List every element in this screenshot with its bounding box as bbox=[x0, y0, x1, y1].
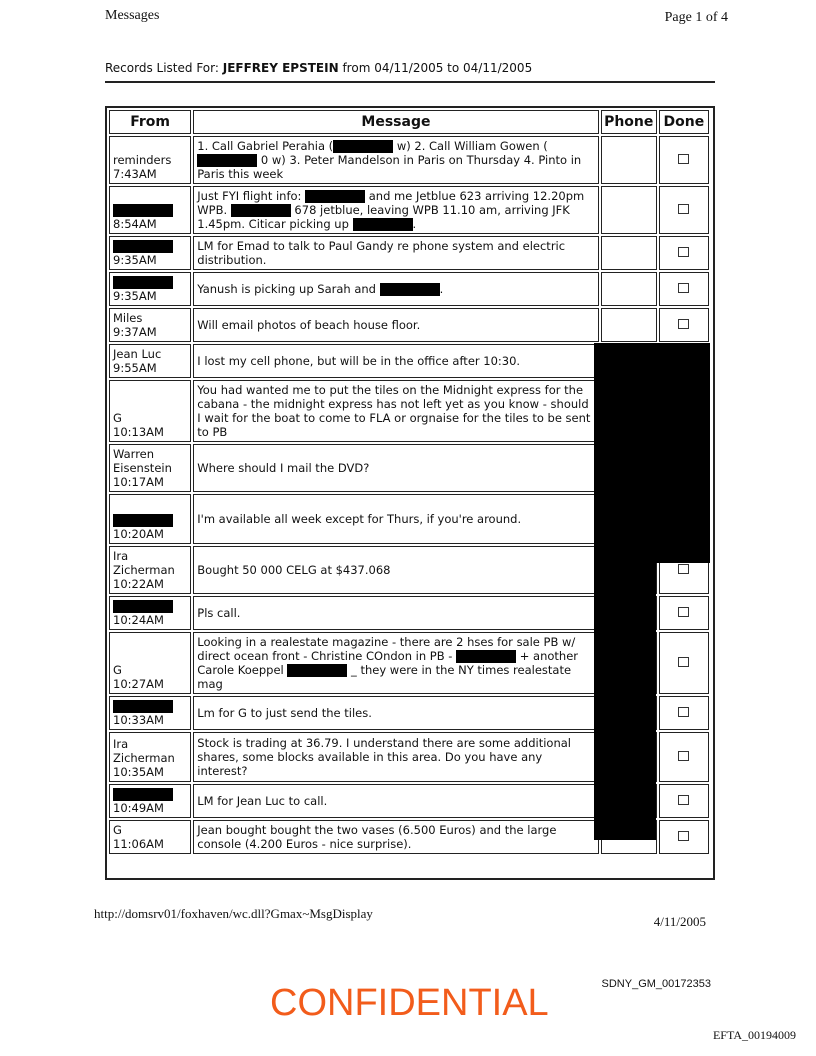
from-line: Ira bbox=[113, 737, 129, 751]
done-checkbox[interactable] bbox=[678, 204, 689, 214]
message-text: You had wanted me to put the tiles on the Midnight express for the cabana - the midnight express has not left yet as you know - should I wait for the boat to come to FLA or orgnaise for the tiles to be sent to PB bbox=[193, 380, 598, 442]
message-done bbox=[659, 308, 709, 342]
message-from bbox=[109, 136, 191, 184]
from-line: Eisenstein bbox=[113, 461, 172, 475]
from-line: 7:43AM bbox=[113, 167, 157, 181]
done-checkbox[interactable] bbox=[678, 247, 689, 257]
done-checkbox[interactable] bbox=[678, 564, 689, 574]
from-line: 9:35AM bbox=[113, 253, 157, 267]
message-text: LM for Jean Luc to call. bbox=[193, 784, 598, 818]
message-text: I lost my cell phone, but will be in the office after 10:30. bbox=[193, 344, 598, 378]
message-text: Bought 50 000 CELG at $437.068 bbox=[193, 546, 598, 594]
done-checkbox[interactable] bbox=[678, 283, 689, 293]
redaction-block bbox=[287, 664, 347, 677]
done-checkbox[interactable] bbox=[678, 657, 689, 667]
message-phone bbox=[601, 236, 657, 270]
from-line: 10:27AM bbox=[113, 677, 164, 691]
footer-date: 4/11/2005 bbox=[653, 914, 706, 929]
redaction-block bbox=[353, 218, 413, 231]
message-done bbox=[659, 632, 709, 694]
message-from bbox=[109, 784, 191, 818]
done-checkbox[interactable] bbox=[678, 831, 689, 841]
message-from bbox=[109, 820, 191, 854]
confidential-stamp: CONFIDENTIAL bbox=[270, 982, 549, 1024]
done-checkbox[interactable] bbox=[678, 751, 689, 761]
from-line bbox=[113, 699, 187, 713]
message-text: Will email photos of beach house floor. bbox=[193, 308, 598, 342]
table-row bbox=[109, 236, 709, 270]
message-from bbox=[109, 696, 191, 730]
records-heading bbox=[105, 61, 532, 75]
message-from bbox=[109, 444, 191, 492]
from-line: 11:06AM bbox=[113, 837, 164, 851]
done-checkbox[interactable] bbox=[678, 707, 689, 717]
from-line bbox=[113, 787, 187, 801]
table-row bbox=[109, 136, 709, 184]
message-text: Yanush is picking up Sarah and . bbox=[193, 272, 598, 306]
message-from bbox=[109, 308, 191, 342]
from-line: 10:35AM bbox=[113, 765, 164, 779]
message-from bbox=[109, 732, 191, 782]
from-line: 10:33AM bbox=[113, 713, 164, 727]
col-from: From bbox=[109, 110, 191, 134]
message-from bbox=[109, 596, 191, 630]
message-text: Stock is trading at 36.79. I understand there are some additional shares, some blocks available in this area. Do you have any interest? bbox=[193, 732, 598, 782]
from-line: 9:35AM bbox=[113, 289, 157, 303]
message-from bbox=[109, 236, 191, 270]
from-line: 10:49AM bbox=[113, 801, 164, 815]
redaction-block bbox=[113, 204, 173, 217]
from-line: 10:22AM bbox=[113, 577, 164, 591]
from-line: Ira bbox=[113, 549, 129, 563]
col-phone: Phone bbox=[601, 110, 657, 134]
table-row bbox=[109, 186, 709, 234]
header-rule bbox=[105, 81, 715, 83]
col-message: Message bbox=[193, 110, 598, 134]
message-text: Just FYI flight info: and me Jetblue 623 arriving 12.20pm WPB. 678 jetblue, leaving WPB 11.10 am, arriving JFK 1.45pm. Citicar picking up . bbox=[193, 186, 598, 234]
message-done bbox=[659, 136, 709, 184]
message-done bbox=[659, 596, 709, 630]
message-from bbox=[109, 380, 191, 442]
redaction-block bbox=[594, 563, 656, 840]
from-line: Zicherman bbox=[113, 751, 175, 765]
message-text: LM for Emad to talk to Paul Gandy re phone system and electric distribution. bbox=[193, 236, 598, 270]
from-line bbox=[113, 275, 187, 289]
redaction-block bbox=[113, 514, 173, 527]
from-line: G bbox=[113, 823, 122, 837]
redaction-block bbox=[113, 700, 173, 713]
from-line: reminders bbox=[113, 153, 172, 167]
from-line: Warren bbox=[113, 447, 155, 461]
done-checkbox[interactable] bbox=[678, 154, 689, 164]
from-line: 8:54AM bbox=[113, 217, 157, 231]
message-text: Looking in a realestate magazine - there are 2 hses for sale PB w/ direct ocean front - Christine COndon in PB - + another Carole Koeppel _ they were in the NY times realestate mag bbox=[193, 632, 598, 694]
done-checkbox[interactable] bbox=[678, 795, 689, 805]
redaction-block bbox=[333, 140, 393, 153]
message-done bbox=[659, 186, 709, 234]
page-header-title: Messages bbox=[105, 8, 160, 23]
from-line bbox=[113, 239, 187, 253]
message-done bbox=[659, 272, 709, 306]
message-done bbox=[659, 784, 709, 818]
message-done bbox=[659, 820, 709, 854]
records-range: from 04/11/2005 to 04/11/2005 bbox=[342, 61, 533, 75]
from-line: Miles bbox=[113, 311, 143, 325]
from-line bbox=[113, 203, 187, 217]
redaction-block bbox=[197, 154, 257, 167]
message-phone bbox=[601, 186, 657, 234]
message-from bbox=[109, 546, 191, 594]
message-phone bbox=[601, 136, 657, 184]
from-line: 10:17AM bbox=[113, 475, 164, 489]
message-text: I'm available all week except for Thurs, if you're around. bbox=[193, 494, 598, 544]
message-phone bbox=[601, 272, 657, 306]
message-text: Pls call. bbox=[193, 596, 598, 630]
from-line: 9:37AM bbox=[113, 325, 157, 339]
from-line: 10:24AM bbox=[113, 613, 164, 627]
message-text: Where should I mail the DVD? bbox=[193, 444, 598, 492]
done-checkbox[interactable] bbox=[678, 607, 689, 617]
message-from bbox=[109, 186, 191, 234]
from-line bbox=[113, 513, 187, 527]
message-from bbox=[109, 272, 191, 306]
redaction-block bbox=[305, 190, 365, 203]
records-prefix: Records Listed For: bbox=[105, 61, 219, 75]
message-text: Jean bought bought the two vases (6.500 Euros) and the large console (4.200 Euros - nice surprise). bbox=[193, 820, 598, 854]
efta-number: EFTA_00194009 bbox=[712, 1028, 796, 1042]
redaction-block bbox=[113, 788, 173, 801]
redaction-block bbox=[456, 650, 516, 663]
from-line: G bbox=[113, 411, 122, 425]
from-line: 10:13AM bbox=[113, 425, 164, 439]
redaction-block bbox=[231, 204, 291, 217]
message-done bbox=[659, 732, 709, 782]
from-line: Jean Luc bbox=[113, 347, 162, 361]
from-line: 9:55AM bbox=[113, 361, 157, 375]
message-from bbox=[109, 632, 191, 694]
from-line: G bbox=[113, 663, 122, 677]
redaction-block bbox=[594, 343, 710, 563]
message-from bbox=[109, 344, 191, 378]
message-phone bbox=[601, 308, 657, 342]
from-line bbox=[113, 599, 187, 613]
done-checkbox[interactable] bbox=[678, 319, 689, 329]
page-number: Page 1 of 4 bbox=[664, 10, 728, 25]
records-name: JEFFREY EPSTEIN bbox=[222, 61, 339, 75]
table-row bbox=[109, 272, 709, 306]
message-text: Lm for G to just send the tiles. bbox=[193, 696, 598, 730]
redaction-block bbox=[380, 283, 440, 296]
from-line: Zicherman bbox=[113, 563, 175, 577]
table-row bbox=[109, 308, 709, 342]
redaction-block bbox=[113, 276, 173, 289]
message-text: 1. Call Gabriel Perahia ( w) 2. Call William Gowen ( 0 w) 3. Peter Mandelson in Paris on Thursday 4. Pinto in Paris this week bbox=[193, 136, 598, 184]
message-from bbox=[109, 494, 191, 544]
message-done bbox=[659, 696, 709, 730]
from-line: 10:20AM bbox=[113, 527, 164, 541]
redaction-block bbox=[113, 240, 173, 253]
bates-number: SDNY_GM_00172353 bbox=[601, 978, 711, 990]
footer-url: http://domsrv01/foxhaven/wc.dll?Gmax~MsgDisplay bbox=[94, 906, 373, 921]
message-done bbox=[659, 236, 709, 270]
col-done: Done bbox=[659, 110, 709, 134]
redaction-block bbox=[113, 600, 173, 613]
